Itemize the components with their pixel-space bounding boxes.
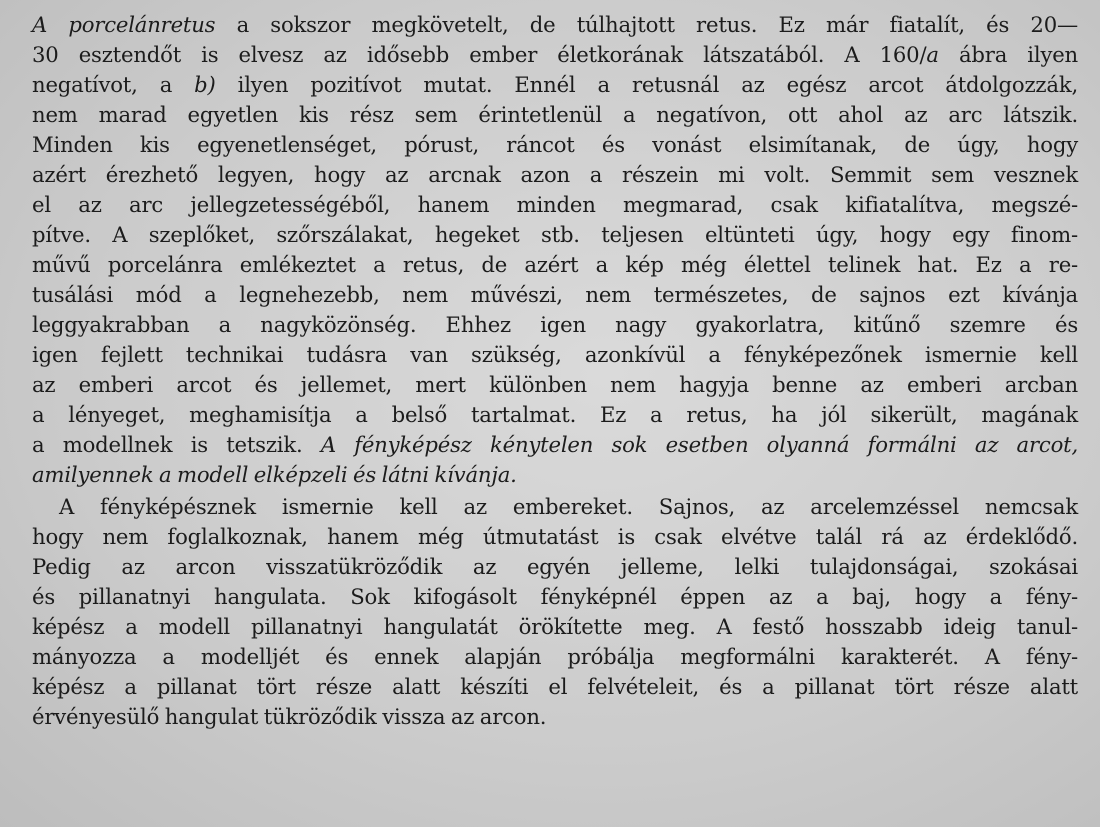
text-line	[32, 642, 1078, 672]
text-span: azért érezhető legyen, hogy az arcnak azon a részein mi volt. Semmit sem vesznek	[32, 162, 1078, 187]
text-span: hogy nem foglalkoznak, hanem még útmutatást is csak elvétve talál rá az érdeklődő.	[32, 524, 1078, 549]
text-line	[32, 430, 1078, 460]
text-span: 30 esztendőt is elvesz az idősebb ember életkorának látszatából. A 160/	[32, 42, 927, 67]
text-line	[32, 582, 1078, 612]
book-page	[32, 10, 1082, 820]
text-line	[32, 522, 1078, 552]
text-line	[32, 100, 1078, 130]
text-span: Pedig az arcon visszatükröződik az egyén jelleme, lelki tulajdonságai, szokásai	[32, 554, 1078, 579]
figure-ref-b: b)	[194, 72, 216, 97]
text-line	[32, 160, 1078, 190]
text-span: el az arc jellegzetességéből, hanem minden megmarad, csak kifiatalítva, megszé-	[32, 192, 1078, 217]
text-line	[32, 250, 1078, 280]
text-span: nem marad egyetlen kis rész sem érintetlenül a negatívon, ott ahol az arc látszik.	[32, 102, 1078, 127]
text-span: ilyen pozitívot mutat. Ennél a retusnál az egész arcot átdolgozzák,	[215, 72, 1078, 97]
text-line	[32, 40, 1078, 70]
text-line	[32, 702, 1078, 732]
text-span: és pillanatnyi hangulata. Sok kifogásolt fényképnél éppen az a baj, hogy a fény-	[32, 584, 1078, 609]
text-line	[32, 672, 1078, 702]
text-line	[32, 400, 1078, 430]
emphasis-italic: A fényképész kénytelen sok esetben olyanná formálni az arcot,	[320, 432, 1078, 457]
text-span: negatívot, a	[32, 72, 195, 97]
text-span: képész a modell pillanatnyi hangulatát örökítette meg. A festő hosszabb ideig tanul-	[32, 614, 1078, 639]
text-span: igen fejlett technikai tudásra van szükség, azonkívül a fényképezőnek ismernie kell	[32, 342, 1078, 367]
text-line	[32, 552, 1078, 582]
text-span: tusálási mód a legnehezebb, nem művészi, nem természetes, de sajnos ezt kívánja	[32, 282, 1078, 307]
text-span: leggyakrabban a nagyközönség. Ehhez igen nagy gyakorlatra, kitűnő szemre és	[32, 312, 1078, 337]
emphasis-italic: amilyennek a modell elképzeli és látni kívánja.	[32, 462, 517, 487]
figure-ref-a: a	[926, 42, 939, 67]
term-porcelanretus: A porcelánretus	[32, 12, 216, 37]
text-line	[32, 10, 1078, 40]
text-span: mányozza a modelljét és ennek alapján próbálja megformálni karakterét. A fény-	[32, 644, 1078, 669]
text-line	[32, 280, 1078, 310]
text-line	[32, 370, 1078, 400]
text-line	[32, 460, 1078, 490]
text-span: érvényesülő hangulat tükröződik vissza az arcon.	[32, 704, 547, 729]
text-line-indented	[32, 492, 1078, 522]
text-span: a sokszor megkövetelt, de túlhajtott retus. Ez már fiatalít, és 20—	[215, 12, 1078, 37]
text-span: a lényeget, meghamisítja a belső tartalmat. Ez a retus, ha jól sikerült, magának	[32, 402, 1078, 427]
text-span: az emberi arcot és jellemet, mert különben nem hagyja benne az emberi arcban	[32, 372, 1078, 397]
text-line	[32, 130, 1078, 160]
text-line	[32, 612, 1078, 642]
text-span: ábra ilyen	[938, 42, 1078, 67]
text-span: művű porcelánra emlékeztet a retus, de azért a kép még élettel telinek hat. Ez a re-	[32, 252, 1078, 277]
text-line	[32, 190, 1078, 220]
text-line	[32, 340, 1078, 370]
text-span: képész a pillanat tört része alatt készíti el felvételeit, és a pillanat tört része alatt	[32, 674, 1078, 699]
text-line	[32, 220, 1078, 250]
text-span: Minden kis egyenetlenséget, pórust, ráncot és vonást elsimítanak, de úgy, hogy	[32, 132, 1078, 157]
text-line	[32, 310, 1078, 340]
text-span: A fényképésznek ismernie kell az embereket. Sajnos, az arcelemzéssel nemcsak	[59, 494, 1078, 519]
text-line	[32, 70, 1078, 100]
text-span: a modellnek is tetszik.	[32, 432, 321, 457]
text-span: pítve. A szeplőket, szőrszálakat, hegeket stb. teljesen eltünteti úgy, hogy egy finom-	[32, 222, 1078, 247]
